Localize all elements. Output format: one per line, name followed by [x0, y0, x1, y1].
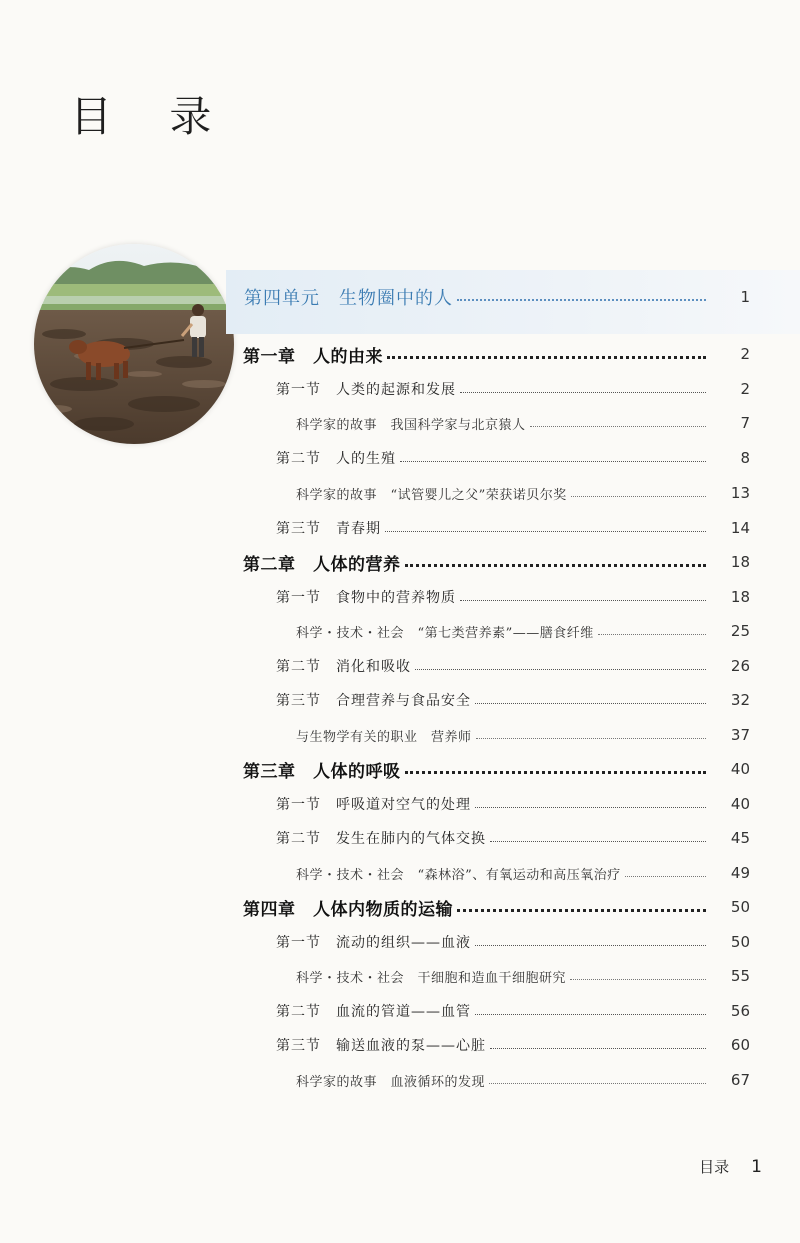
dot-leader [625, 876, 706, 877]
page-number: 40 [730, 795, 750, 813]
toc-chapter-title: 第四章 人体内物质的运输 [243, 899, 453, 920]
toc-chapter-title: 第二章 人体的营养 [243, 554, 401, 575]
toc-section-row[interactable] [0, 790, 800, 818]
dot-leader [570, 979, 706, 980]
page-number: 56 [730, 1002, 750, 1020]
dot-leader [598, 634, 706, 635]
dot-leader [460, 600, 706, 601]
page-number: 40 [730, 760, 750, 778]
page-number: 26 [730, 657, 750, 675]
page-number: 37 [730, 726, 750, 744]
dot-leader [530, 426, 706, 427]
toc-sub-row[interactable] [0, 721, 800, 749]
toc-sub-row[interactable] [0, 409, 800, 437]
dot-leader [460, 392, 706, 393]
toc-section-row[interactable] [0, 444, 800, 472]
toc-section-row[interactable] [0, 1031, 800, 1059]
footer-page-number: 1 [751, 1156, 762, 1177]
page-number: 55 [730, 967, 750, 985]
toc-section-title: 第三节 青春期 [276, 521, 381, 537]
page-number: 32 [730, 691, 750, 709]
page-number: 18 [730, 553, 750, 571]
page-number: 2 [740, 345, 750, 363]
page-number: 45 [730, 829, 750, 847]
toc-section-row[interactable] [0, 652, 800, 680]
toc-sub-title: 与生物学有关的职业 营养师 [296, 729, 472, 745]
toc-section-title: 第二节 消化和吸收 [276, 659, 411, 675]
toc-sub-title: 科学家的故事 血液循环的发现 [296, 1074, 486, 1090]
unit-title: 第四单元 生物圈中的人 [244, 288, 453, 309]
dot-leader [475, 1014, 706, 1015]
page-number: 50 [730, 933, 750, 951]
toc-sub-title: 科学家的故事 我国科学家与北京猿人 [296, 417, 526, 433]
toc-section-row[interactable] [0, 375, 800, 403]
toc-unit-row[interactable] [0, 283, 800, 311]
toc-section-title: 第二节 人的生殖 [276, 451, 396, 467]
toc-sub-title: 科学・技术・社会 干细胞和造血干细胞研究 [296, 970, 567, 986]
page-number: 8 [740, 449, 750, 467]
page-number: 13 [730, 484, 750, 502]
dot-leader [400, 461, 706, 462]
dot-leader [405, 564, 707, 567]
dot-leader [405, 771, 707, 774]
page-number: 60 [730, 1036, 750, 1054]
toc-sub-row[interactable] [0, 479, 800, 507]
dot-leader [490, 1048, 706, 1049]
toc-chapter-title: 第一章 人的由来 [243, 346, 383, 367]
dot-leader [476, 738, 706, 739]
page-number: 25 [730, 622, 750, 640]
page-number: 50 [730, 898, 750, 916]
toc-sub-title: 科学・技术・社会 “第七类营养素”——膳食纤维 [296, 625, 594, 641]
toc-sub-title: 科学家的故事 “试管婴儿之父”荣获诺贝尔奖 [296, 487, 567, 503]
page-number: 1 [740, 288, 750, 306]
toc-section-row[interactable] [0, 928, 800, 956]
page-number: 18 [730, 588, 750, 606]
page-title: 目 录 [70, 92, 234, 141]
toc-chapter-row[interactable] [0, 893, 800, 921]
toc-section-title: 第一节 流动的组织——血液 [276, 935, 471, 951]
dot-leader [387, 356, 706, 359]
toc-section-title: 第一节 食物中的营养物质 [276, 590, 456, 606]
toc-chapter-title: 第三章 人体的呼吸 [243, 761, 401, 782]
dot-leader [475, 945, 706, 946]
toc-section-row[interactable] [0, 686, 800, 714]
toc-sub-row[interactable] [0, 617, 800, 645]
toc-section-title: 第三节 输送血液的泵——心脏 [276, 1038, 486, 1054]
page-number: 67 [730, 1071, 750, 1089]
toc-section-title: 第一节 人类的起源和发展 [276, 382, 456, 398]
toc-section-row[interactable] [0, 583, 800, 611]
page-number: 7 [740, 414, 750, 432]
dot-leader [457, 909, 706, 912]
dot-leader [385, 531, 706, 532]
page-footer [699, 1156, 762, 1177]
toc-section-title: 第二节 发生在肺内的气体交换 [276, 831, 486, 847]
toc-section-title: 第一节 呼吸道对空气的处理 [276, 797, 471, 813]
dot-leader [475, 703, 706, 704]
toc-chapter-row[interactable] [0, 340, 800, 368]
page-number: 14 [730, 519, 750, 537]
toc-chapter-row[interactable] [0, 548, 800, 576]
dot-leader [490, 841, 706, 842]
toc-section-row[interactable] [0, 514, 800, 542]
toc-sub-row[interactable] [0, 859, 800, 887]
footer-label: 目录 [699, 1158, 730, 1176]
page-number: 49 [730, 864, 750, 882]
toc-sub-row[interactable] [0, 1066, 800, 1094]
toc-sub-title: 科学・技术・社会 “森林浴”、有氧运动和高压氧治疗 [296, 867, 621, 883]
dot-leader [475, 807, 706, 808]
dot-leader [571, 496, 706, 497]
toc-section-row[interactable] [0, 824, 800, 852]
toc-section-row[interactable] [0, 997, 800, 1025]
dot-leader [415, 669, 706, 670]
dot-leader [489, 1083, 706, 1084]
toc-section-title: 第三节 合理营养与食品安全 [276, 693, 471, 709]
toc-section-title: 第二节 血流的管道——血管 [276, 1004, 471, 1020]
toc-chapter-row[interactable] [0, 755, 800, 783]
dot-leader [457, 299, 706, 301]
page-number: 2 [740, 380, 750, 398]
toc-sub-row[interactable] [0, 962, 800, 990]
